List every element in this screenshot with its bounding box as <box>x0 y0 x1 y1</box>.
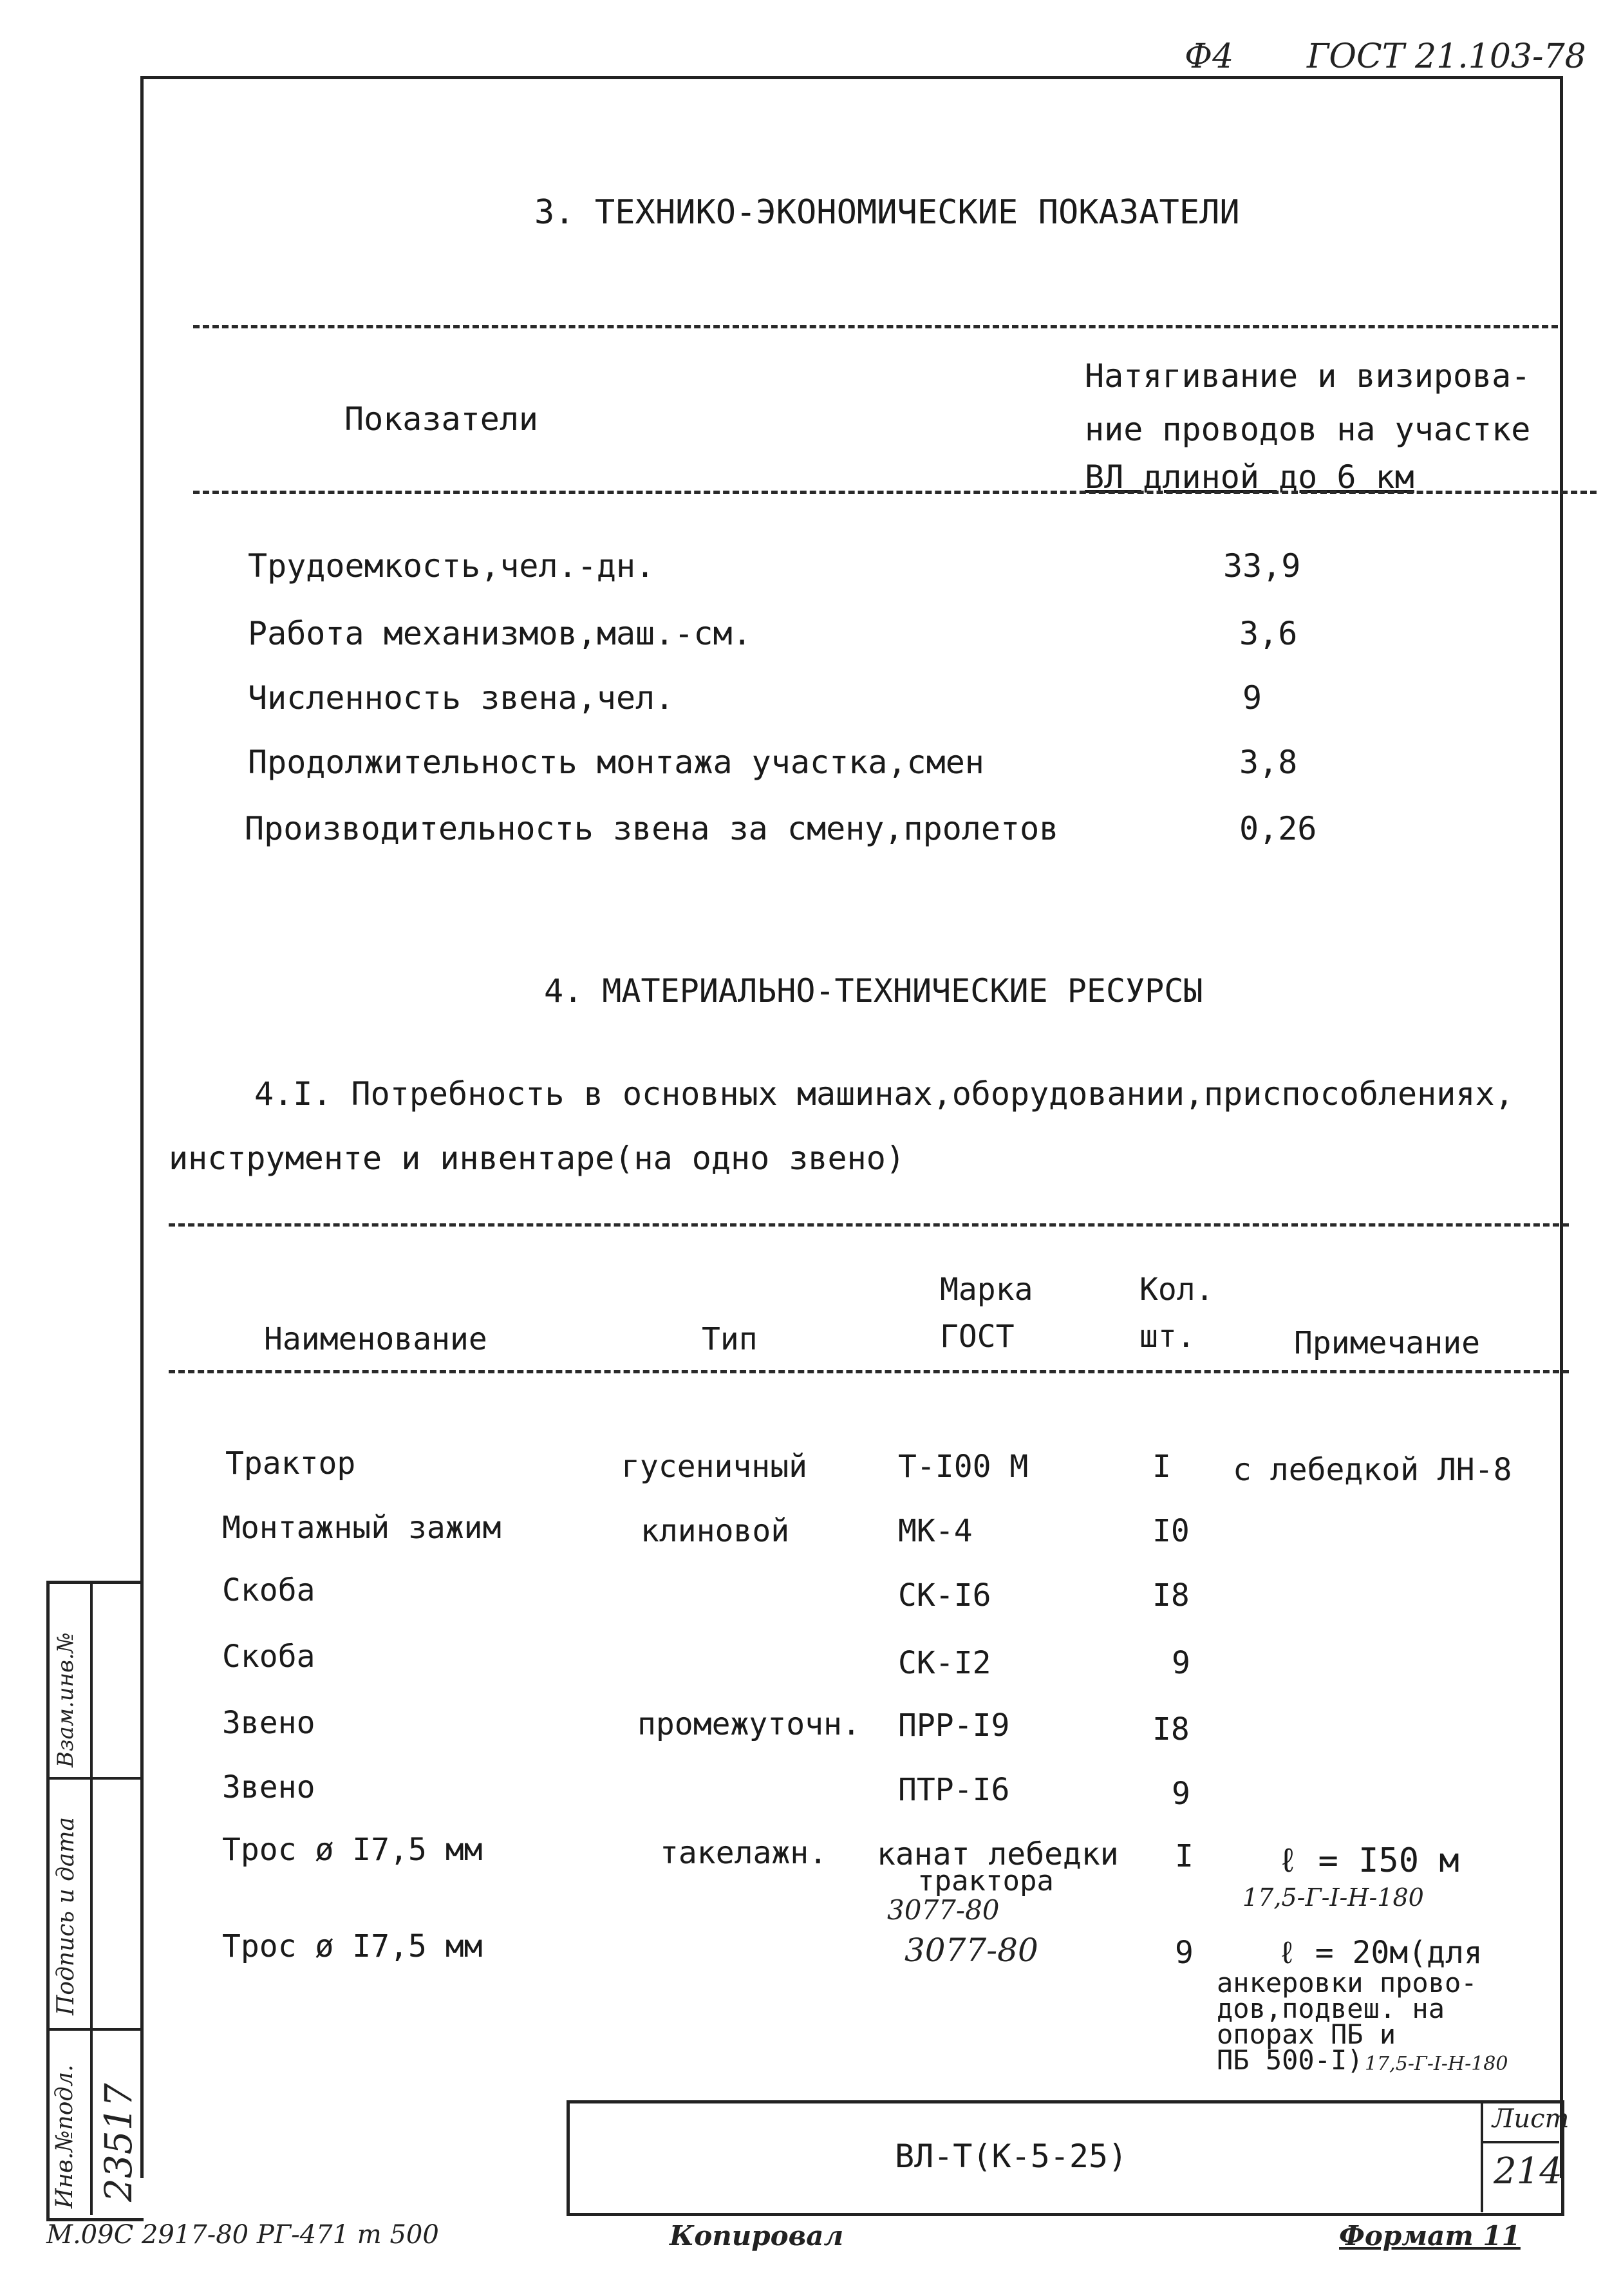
document-code: ГОСТ 21.103-78 <box>1307 37 1586 76</box>
resource-mark: Т-I00 М <box>898 1449 1029 1485</box>
sheet-label: Лист <box>1492 2104 1570 2134</box>
column-header-gost: ГОСТ <box>940 1319 1015 1355</box>
indicator-value: 3,8 <box>1239 744 1298 781</box>
resource-mark: МК-4 <box>898 1513 973 1549</box>
column-header-name: Наименование <box>264 1321 487 1357</box>
resource-mark: канат лебедки <box>877 1836 1119 1872</box>
indicator-value: 0,26 <box>1239 810 1317 847</box>
value-header-line1: Натягивание и визирова- <box>1085 357 1531 395</box>
resource-mark: СК-I2 <box>898 1645 991 1681</box>
title-block-divider <box>1481 2100 1483 2212</box>
resource-note-line: опорах ПБ и <box>1217 2018 1396 2050</box>
resource-name: Трос ø I7,5 мм <box>222 1832 483 1868</box>
column-header-note: Примечание <box>1294 1325 1480 1361</box>
resource-qty: I <box>1152 1449 1171 1485</box>
column-header-qty: Кол. <box>1139 1272 1214 1308</box>
page-mark: Ф4 <box>1185 37 1234 76</box>
table-rule <box>193 325 1558 328</box>
resource-qty: 9 <box>1175 1935 1194 1971</box>
value-header-line2: ние проводов на участке <box>1085 411 1531 448</box>
indicator-label: Продолжительность монтажа участка,смен <box>248 744 984 781</box>
side-stamp-divider <box>46 2028 140 2031</box>
side-stamp-divider <box>46 1777 140 1780</box>
resource-mark-handwritten: 3077-80 <box>904 1932 1038 1969</box>
resource-mark-handwritten: 3077-80 <box>887 1894 1000 1926</box>
indicator-value: 33,9 <box>1223 547 1301 585</box>
resource-name: Трос ø I7,5 мм <box>222 1928 483 1964</box>
document-designation: ВЛ-Т(К-5-25) <box>895 2138 1128 2175</box>
resource-qty: I <box>1175 1838 1194 1874</box>
indicator-label: Производительность звена за смену,пролетов <box>245 810 1059 847</box>
resource-note-line: анкеровки прово- <box>1217 1967 1477 1999</box>
resource-name: Скоба <box>222 1639 315 1675</box>
paragraph-line: 4.I. Потребность в основных машинах,оборудовании,приспособлениях, <box>254 1075 1514 1113</box>
resource-type: промежуточн. <box>637 1706 861 1742</box>
indicator-label: Численность звена,чел. <box>248 679 675 717</box>
resource-qty: I0 <box>1152 1513 1190 1549</box>
resource-qty: 9 <box>1172 1776 1190 1812</box>
section-4-title: 4. МАТЕРИАЛЬНО-ТЕХНИЧЕСКИЕ РЕСУРСЫ <box>544 972 1203 1010</box>
resource-note: ℓ = 20м(для <box>1278 1935 1483 1971</box>
title-block-divider <box>1481 2141 1559 2143</box>
indicator-value: 3,6 <box>1239 615 1298 652</box>
resource-mark: трактора <box>917 1865 1054 1897</box>
column-header-mark: Марка <box>940 1272 1033 1308</box>
section-3-title: 3. ТЕХНИКО-ЭКОНОМИЧЕСКИЕ ПОКАЗАТЕЛИ <box>534 193 1240 232</box>
resource-mark: ПРР-I9 <box>898 1708 1010 1744</box>
resource-name: Трактор <box>225 1445 356 1482</box>
resource-note-handwritten: 17,5-Г-I-Н-180 <box>1365 2053 1508 2075</box>
column-header-units: шт. <box>1139 1319 1195 1355</box>
replace-inventory-label: Взам.инв.№ <box>53 1632 79 1767</box>
resource-qty: 9 <box>1172 1645 1190 1681</box>
resource-type: клиновой <box>641 1513 790 1549</box>
resource-mark: СК-I6 <box>898 1577 991 1614</box>
resource-note: ℓ = I50 м <box>1278 1841 1459 1880</box>
resource-mark: ПТР-I6 <box>898 1772 1010 1808</box>
indicator-label: Работа механизмов,маш.-см. <box>248 615 752 652</box>
footer-format: Формат 11 <box>1339 2220 1521 2252</box>
table-rule <box>169 1370 1569 1373</box>
inventory-number: 23517 <box>97 2083 140 2202</box>
resource-name: Монтажный зажим <box>222 1510 501 1546</box>
column-header-type: Тип <box>702 1321 758 1357</box>
resource-name: Скоба <box>222 1572 315 1608</box>
side-stamp-divider <box>90 1581 93 2215</box>
resource-note-line: дов,подвеш. на <box>1217 1993 1445 2024</box>
indicators-header: Показатели <box>344 400 539 438</box>
resource-name: Звено <box>222 1769 315 1805</box>
sheet-number: 214 <box>1494 2150 1562 2192</box>
footer-copied: Копировал <box>670 2220 844 2252</box>
table-rule <box>169 1223 1569 1227</box>
indicator-label: Трудоемкость,чел.-дн. <box>248 547 655 585</box>
resource-note-line: ПБ 500-I) <box>1217 2044 1364 2076</box>
table-rule <box>193 491 1597 494</box>
resource-qty: I8 <box>1152 1711 1190 1747</box>
footer-order-number: М.09С 2917-80 РГ-471 т 500 <box>46 2220 439 2250</box>
indicator-value: 9 <box>1242 679 1262 717</box>
resource-note-handwritten: 17,5-Г-I-Н-180 <box>1242 1883 1424 1912</box>
value-header-line3: ВЛ длиной до 6 км <box>1085 458 1414 496</box>
resource-type: такелажн. <box>660 1835 828 1871</box>
inventory-label: Инв.№подл. <box>52 2064 78 2208</box>
resource-qty: I8 <box>1152 1577 1190 1614</box>
paragraph-line: инструменте и инвентаре(на одно звено) <box>169 1140 905 1177</box>
resource-type: гусеничный <box>621 1449 807 1485</box>
resource-name: Звено <box>222 1705 315 1741</box>
signature-date-label: Подпись и дата <box>53 1817 79 2015</box>
resource-note: с лебедкой ЛН-8 <box>1233 1452 1512 1488</box>
